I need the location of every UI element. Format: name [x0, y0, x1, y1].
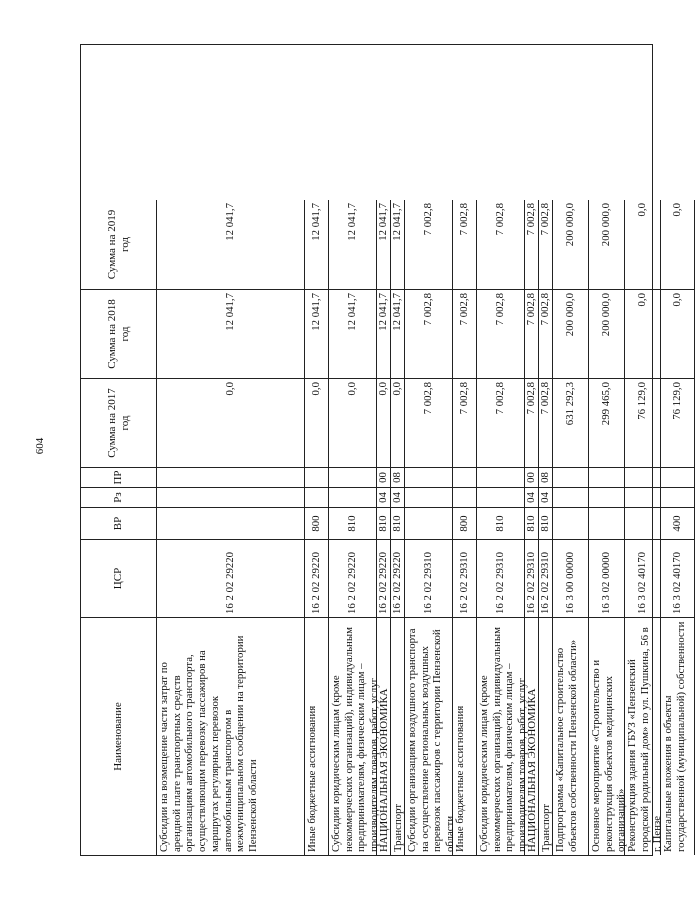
- cell-sum-2019: 7 002,8: [477, 200, 525, 289]
- cell-vr: 810: [477, 507, 525, 539]
- header-rz: Рз: [81, 487, 157, 507]
- cell-name: НАЦИОНАЛЬНАЯ ЭКОНОМИКА: [377, 617, 391, 855]
- cell-sum-2017: 0,0: [391, 378, 405, 467]
- cell-name: Субсидии на возмещение части затрат по арендной плате транспортных средств организациям автомобильного транспорта, осуществляющим перевозку пассажиров на маршрутах регулярных перевозок автомобильным транспортом в межмуниципальном сообщении на территории Пензенской области: [157, 617, 305, 855]
- cell-sum-2017: 7 002,8: [405, 378, 453, 467]
- cell-sum-2018: 12 041,7: [157, 289, 305, 378]
- cell-sum-2017: 631 292,3: [553, 378, 589, 467]
- cell-pr: [157, 467, 305, 487]
- cell-sum-2018: 12 041,7: [391, 289, 405, 378]
- cell-vr: [625, 507, 661, 539]
- cell-vr: 810: [377, 507, 391, 539]
- cell-vr: [589, 507, 625, 539]
- cell-name: Иные бюджетные ассигнования: [453, 617, 477, 855]
- cell-sum-2019: 12 041,7: [329, 200, 377, 289]
- cell-pr: 00: [525, 467, 539, 487]
- cell-pr: [625, 467, 661, 487]
- cell-rz: [305, 487, 329, 507]
- cell-sum-2017: 0,0: [305, 378, 329, 467]
- cell-pr: [477, 467, 525, 487]
- cell-name: Транспорт: [391, 617, 405, 855]
- cell-sum-2018: 7 002,8: [477, 289, 525, 378]
- cell-vr: 810: [525, 507, 539, 539]
- cell-rz: 04: [391, 487, 405, 507]
- cell-sum-2019: 12 041,7: [305, 200, 329, 289]
- cell-sum-2017: 7 002,8: [453, 378, 477, 467]
- cell-sum-2017: 7 002,8: [539, 378, 553, 467]
- cell-sum-2019: 12 041,7: [377, 200, 391, 289]
- cell-csr: 16 3 02 40170: [661, 539, 695, 617]
- cell-name: Субсидии юридическим лицам (кроме некоммерческих организаций), индивидуальным предпринимателям, физическим лицам – производителям товаров, работ, услуг: [329, 617, 377, 855]
- cell-pr: [329, 467, 377, 487]
- cell-sum-2017: 76 129,0: [625, 378, 661, 467]
- cell-rz: [625, 487, 661, 507]
- cell-csr: 16 2 02 29310: [477, 539, 525, 617]
- cell-vr: [157, 507, 305, 539]
- cell-sum-2019: 12 041,7: [157, 200, 305, 289]
- cell-rz: [661, 487, 695, 507]
- budget-table: [80, 44, 687, 856]
- cell-sum-2017: 0,0: [329, 378, 377, 467]
- cell-csr: 16 2 02 29220: [157, 539, 305, 617]
- cell-pr: [553, 467, 589, 487]
- cell-rz: 04: [377, 487, 391, 507]
- cell-name: Субсидии организациям воздушного транспорта на осуществление региональных воздушных перевозок пассажиров с территории Пензенской области: [405, 617, 453, 855]
- cell-csr: 16 2 02 29310: [525, 539, 539, 617]
- cell-csr: 16 3 02 40170: [625, 539, 661, 617]
- cell-sum-2017: 7 002,8: [477, 378, 525, 467]
- cell-sum-2018: 200 000,0: [553, 289, 589, 378]
- cell-name: НАЦИОНАЛЬНАЯ ЭКОНОМИКА: [525, 617, 539, 855]
- cell-vr: 810: [329, 507, 377, 539]
- cell-sum-2019: 7 002,8: [539, 200, 553, 289]
- cell-sum-2018: 0,0: [625, 289, 661, 378]
- cell-sum-2018: 0,0: [661, 289, 695, 378]
- cell-pr: [661, 467, 695, 487]
- cell-rz: [329, 487, 377, 507]
- page-number: 604: [34, 437, 46, 455]
- cell-sum-2017: 76 129,0: [661, 378, 695, 467]
- cell-name: Субсидии юридическим лицам (кроме некоммерческих организаций), индивидуальным предпринимателям, физическим лицам – производителям товаров, работ, услуг: [477, 617, 525, 855]
- cell-sum-2017: 299 465,0: [589, 378, 625, 467]
- cell-sum-2018: 7 002,8: [539, 289, 553, 378]
- cell-rz: [453, 487, 477, 507]
- cell-rz: 04: [525, 487, 539, 507]
- cell-rz: [405, 487, 453, 507]
- cell-name: Подпрограмма «Капитальное строительство объектов собственности Пензенской области»: [553, 617, 589, 855]
- header-sum-2017: Сумма на 2017 год: [81, 378, 157, 467]
- cell-csr: 16 3 02 00000: [589, 539, 625, 617]
- cell-vr: 400: [661, 507, 695, 539]
- cell-csr: 16 3 00 00000: [553, 539, 589, 617]
- cell-name: Транспорт: [539, 617, 553, 855]
- cell-pr: 08: [391, 467, 405, 487]
- cell-pr: [405, 467, 453, 487]
- cell-sum-2019: 200 000,0: [589, 200, 625, 289]
- cell-vr: 800: [453, 507, 477, 539]
- cell-vr: 810: [539, 507, 553, 539]
- cell-name: Основное мероприятие «Строительство и реконструкция объектов медицинских организаций»: [589, 617, 625, 855]
- table-wrapper: [80, 44, 687, 856]
- cell-csr: 16 2 02 29220: [391, 539, 405, 617]
- cell-rz: [589, 487, 625, 507]
- cell-sum-2019: 7 002,8: [453, 200, 477, 289]
- cell-csr: 16 2 02 29220: [377, 539, 391, 617]
- cell-sum-2017: 0,0: [377, 378, 391, 467]
- header-sum-2019: Сумма на 2019 год: [81, 200, 157, 289]
- header-name: Наименование: [81, 617, 157, 855]
- cell-vr: 810: [391, 507, 405, 539]
- cell-sum-2019: 0,0: [661, 200, 695, 289]
- cell-csr: 16 2 02 29310: [539, 539, 553, 617]
- cell-sum-2018: 12 041,7: [377, 289, 391, 378]
- cell-sum-2019: 7 002,8: [525, 200, 539, 289]
- cell-pr: 08: [539, 467, 553, 487]
- cell-pr: [305, 467, 329, 487]
- cell-rz: [157, 487, 305, 507]
- cell-sum-2018: 200 000,0: [589, 289, 625, 378]
- cell-rz: [553, 487, 589, 507]
- cell-vr: [405, 507, 453, 539]
- cell-csr: 16 2 02 29310: [405, 539, 453, 617]
- cell-rz: 04: [539, 487, 553, 507]
- cell-name: Реконструкция здания ГБУЗ «Пензенский городской родильный дом» по ул. Пушкина, 56 в г. Пензе: [625, 617, 661, 855]
- cell-rz: [477, 487, 525, 507]
- cell-pr: [453, 467, 477, 487]
- cell-sum-2018: 7 002,8: [453, 289, 477, 378]
- cell-sum-2018: 7 002,8: [525, 289, 539, 378]
- cell-csr: 16 2 02 29220: [329, 539, 377, 617]
- header-pr: ПР: [81, 467, 157, 487]
- cell-csr: 16 2 02 29310: [453, 539, 477, 617]
- cell-sum-2017: 0,0: [157, 378, 305, 467]
- cell-pr: 00: [377, 467, 391, 487]
- cell-sum-2018: 12 041,7: [305, 289, 329, 378]
- cell-sum-2019: 12 041,7: [391, 200, 405, 289]
- cell-name: Капитальные вложения в объекты государственной (муниципальной) собственности: [661, 617, 695, 855]
- cell-name: Иные бюджетные ассигнования: [305, 617, 329, 855]
- cell-sum-2017: 7 002,8: [525, 378, 539, 467]
- cell-sum-2019: 0,0: [625, 200, 661, 289]
- cell-sum-2019: 200 000,0: [553, 200, 589, 289]
- cell-csr: 16 2 02 29220: [305, 539, 329, 617]
- cell-pr: [589, 467, 625, 487]
- header-vr: ВР: [81, 507, 157, 539]
- cell-vr: 800: [305, 507, 329, 539]
- header-csr: ЦСР: [81, 539, 157, 617]
- cell-vr: [553, 507, 589, 539]
- header-sum-2018: Сумма на 2018 год: [81, 289, 157, 378]
- cell-sum-2018: 7 002,8: [405, 289, 453, 378]
- cell-sum-2019: 7 002,8: [405, 200, 453, 289]
- cell-sum-2018: 12 041,7: [329, 289, 377, 378]
